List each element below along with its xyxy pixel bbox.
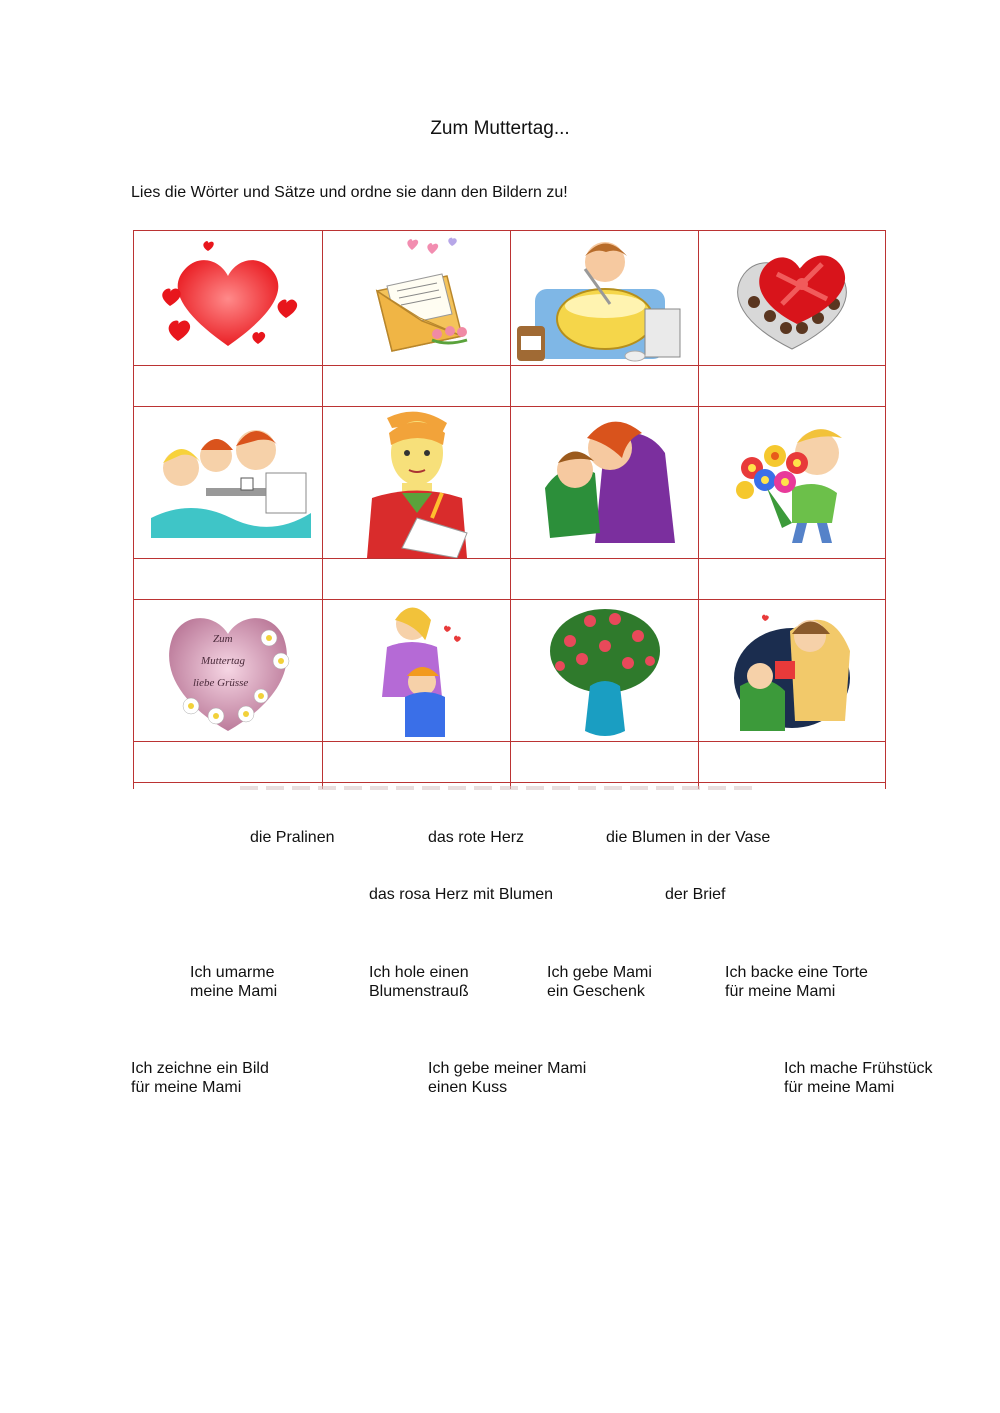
answer-cell[interactable] [699,742,885,782]
word-blumen-vase[interactable]: die Blumen in der Vase [606,829,771,846]
sentence-line: Ich umarme [190,964,275,981]
picture-cell [511,600,698,741]
picture-cell [699,232,885,365]
picture-cell [134,232,322,365]
sentence-blumenstrauss[interactable] [369,963,469,1001]
answer-cell[interactable] [699,559,885,599]
sentence-kuss[interactable] [428,1059,586,1097]
answer-cell[interactable] [323,366,510,406]
chocolate-heart-box-icon [722,244,862,354]
heart-card-text: Muttertag [200,654,245,667]
sentence-line: einen Kuss [428,1079,508,1096]
sentence-line: Blumenstrauß [369,983,469,1000]
heart-card-text: Zum [212,632,233,645]
sentence-line: Ich gebe Mami [547,964,652,981]
answer-cell[interactable] [134,742,322,782]
sentence-line: für meine Mami [725,983,836,1000]
answer-cell[interactable] [511,559,698,599]
sentence-line: für meine Mami [131,1079,242,1096]
heart-card-text: liebe Grüsse [192,676,248,689]
sentence-torte[interactable] [725,963,868,1001]
answer-cell[interactable] [134,559,322,599]
word-brief[interactable]: der Brief [665,886,726,903]
word-rosa-herz[interactable]: das rosa Herz mit Blumen [369,886,554,903]
answer-cell[interactable] [511,742,698,782]
page-title: Zum Muttertag... [430,118,570,139]
sentence-line: Ich hole einen [369,964,469,981]
answer-cell[interactable] [323,742,510,782]
sentence-line: Ich zeichne ein Bild [131,1060,269,1077]
mother-hug-child-icon [367,602,467,740]
answer-cell[interactable] [511,366,698,406]
sentence-fruehstueck[interactable] [784,1059,933,1097]
vase-roses-icon [540,601,670,741]
picture-cell [323,600,510,741]
breakfast-in-bed-icon [146,418,311,548]
picture-cell [511,407,698,558]
answer-cell[interactable] [134,366,322,406]
sentence-line: für meine Mami [784,1079,895,1096]
instruction-text: Lies die Wörter und Sätze und ordne sie dann den Bildern zu! [131,184,568,201]
grid-line [133,782,886,783]
hug-kiss-icon [525,418,685,548]
picture-cell [511,232,698,365]
sentence-line: Ich mache Frühstück [784,1060,933,1077]
picture-cell [323,407,510,558]
picture-cell [699,600,885,741]
sentence-line: ein Geschenk [547,983,645,1000]
letter-envelope-icon [352,236,482,361]
blurred-text-line [240,786,760,790]
picture-cell [699,407,885,558]
baking-child-icon [515,234,695,364]
sentence-bild[interactable] [131,1059,269,1097]
grid-line [885,231,886,789]
word-pralinen[interactable]: die Pralinen [250,829,335,846]
sentence-line: Ich gebe meiner Mami [428,1060,587,1077]
sentence-geschenk[interactable] [547,963,652,1001]
present-gift-icon [730,606,855,736]
word-rote-herz[interactable]: das rote Herz [428,829,525,846]
picture-cell [323,232,510,365]
answer-cell[interactable] [699,366,885,406]
sentence-line: meine Mami [190,983,278,1000]
sentence-line: Ich backe eine Torte [725,964,868,981]
picture-cell [134,407,322,558]
hearts-icon [148,236,308,361]
answer-cell[interactable] [323,559,510,599]
picture-grid [133,230,886,789]
sentence-umarme[interactable] [190,963,277,1001]
drawing-boy-icon [357,408,477,558]
picture-cell [134,600,322,741]
pink-heart-flowers-icon [161,606,296,736]
bouquet-boy-icon [727,418,857,548]
